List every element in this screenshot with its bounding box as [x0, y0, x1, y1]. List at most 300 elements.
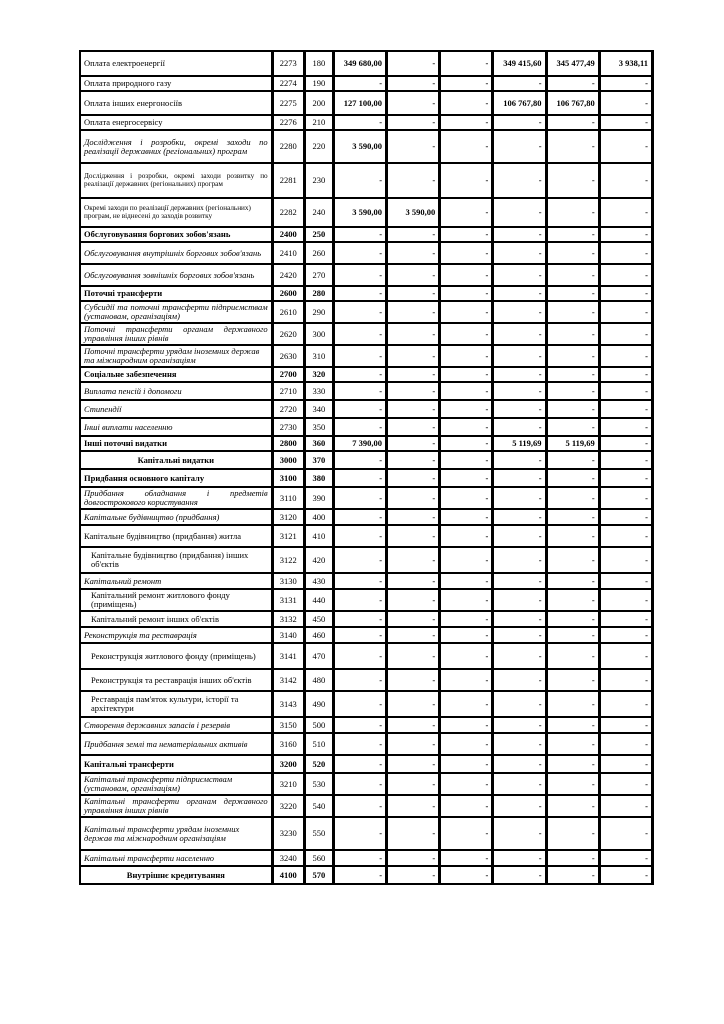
paid-amount-cell: - [547, 691, 600, 717]
plan-amount-2-cell: 3 590,00 [387, 198, 440, 227]
plan-amount-2-cell: - [387, 755, 440, 773]
kekv-code-cell: 3220 [272, 795, 305, 817]
plan-amount-3-cell: - [440, 301, 493, 323]
row-name-cell: Капітальний ремонт житлового фонду (приміщень) [80, 589, 272, 611]
kekv-code-cell: 2274 [272, 76, 305, 91]
plan-amount-3-cell: - [440, 418, 493, 436]
table-row [80, 115, 653, 130]
plan-amount-3-cell: - [440, 669, 493, 691]
plan-amount-cell: 3 590,00 [334, 130, 387, 163]
table-row [80, 400, 653, 418]
balance-amount-cell: - [600, 301, 653, 323]
obligations-amount-cell: - [493, 717, 546, 733]
plan-amount-cell: - [334, 773, 387, 795]
plan-amount-2-cell: - [387, 573, 440, 589]
plan-amount-3-cell: - [440, 773, 493, 795]
obligations-amount-cell: 5 119,69 [493, 436, 546, 451]
table-row [80, 817, 653, 850]
row-name-cell: Реконструкція та реставрація [80, 627, 272, 643]
kekv-code-cell: 3150 [272, 717, 305, 733]
plan-amount-2-cell: - [387, 382, 440, 400]
plan-amount-cell: 3 590,00 [334, 198, 387, 227]
plan-amount-3-cell: - [440, 198, 493, 227]
obligations-amount-cell: - [493, 469, 546, 487]
plan-amount-3-cell: - [440, 866, 493, 884]
line-code-cell: 480 [305, 669, 334, 691]
obligations-amount-cell: - [493, 573, 546, 589]
plan-amount-3-cell: - [440, 643, 493, 669]
line-code-cell: 520 [305, 755, 334, 773]
balance-amount-cell: - [600, 795, 653, 817]
obligations-amount-cell: - [493, 589, 546, 611]
plan-amount-3-cell: - [440, 436, 493, 451]
plan-amount-cell: - [334, 345, 387, 367]
plan-amount-2-cell: - [387, 323, 440, 345]
plan-amount-3-cell: - [440, 345, 493, 367]
obligations-amount-cell: - [493, 611, 546, 627]
plan-amount-3-cell: - [440, 817, 493, 850]
obligations-amount-cell: - [493, 643, 546, 669]
row-name-cell: Створення державних запасів і резервів [80, 717, 272, 733]
line-code-cell: 190 [305, 76, 334, 91]
table-row [80, 866, 653, 884]
balance-amount-cell: - [600, 130, 653, 163]
kekv-code-cell: 2275 [272, 91, 305, 115]
paid-amount-cell: - [547, 795, 600, 817]
plan-amount-2-cell: - [387, 611, 440, 627]
row-name-cell: Поточні трансферти [80, 286, 272, 301]
paid-amount-cell: - [547, 418, 600, 436]
balance-amount-cell: - [600, 755, 653, 773]
obligations-amount-cell: - [493, 850, 546, 866]
obligations-amount-cell: - [493, 400, 546, 418]
plan-amount-3-cell: - [440, 733, 493, 755]
plan-amount-3-cell: - [440, 547, 493, 573]
kekv-code-cell: 4100 [272, 866, 305, 884]
line-code-cell: 390 [305, 487, 334, 509]
plan-amount-3-cell: - [440, 400, 493, 418]
obligations-amount-cell: - [493, 418, 546, 436]
balance-amount-cell: - [600, 717, 653, 733]
table-row [80, 323, 653, 345]
kekv-code-cell: 3160 [272, 733, 305, 755]
balance-amount-cell: - [600, 773, 653, 795]
row-name-cell: Окремі заходи по реалізації державних (регіональних) програм, не віднесені до заходів розвитку [80, 198, 272, 227]
plan-amount-2-cell: - [387, 669, 440, 691]
plan-amount-2-cell: - [387, 400, 440, 418]
paid-amount-cell: - [547, 643, 600, 669]
paid-amount-cell: - [547, 264, 600, 286]
balance-amount-cell: - [600, 367, 653, 382]
paid-amount-cell: - [547, 611, 600, 627]
kekv-code-cell: 3210 [272, 773, 305, 795]
plan-amount-3-cell: - [440, 525, 493, 547]
obligations-amount-cell: - [493, 345, 546, 367]
plan-amount-cell: - [334, 451, 387, 469]
table-row [80, 286, 653, 301]
table-row [80, 717, 653, 733]
table-row [80, 130, 653, 163]
plan-amount-cell: - [334, 669, 387, 691]
paid-amount-cell: - [547, 817, 600, 850]
balance-amount-cell: - [600, 451, 653, 469]
obligations-amount-cell: - [493, 242, 546, 264]
paid-amount-cell: - [547, 717, 600, 733]
kekv-code-cell: 3000 [272, 451, 305, 469]
line-code-cell: 370 [305, 451, 334, 469]
obligations-amount-cell: 106 767,80 [493, 91, 546, 115]
plan-amount-2-cell: - [387, 163, 440, 198]
balance-amount-cell: - [600, 817, 653, 850]
paid-amount-cell: - [547, 323, 600, 345]
plan-amount-cell: - [334, 525, 387, 547]
paid-amount-cell: - [547, 242, 600, 264]
plan-amount-cell: - [334, 469, 387, 487]
plan-amount-cell: - [334, 509, 387, 525]
paid-amount-cell: - [547, 755, 600, 773]
plan-amount-3-cell: - [440, 487, 493, 509]
plan-amount-cell: - [334, 611, 387, 627]
paid-amount-cell: - [547, 487, 600, 509]
line-code-cell: 510 [305, 733, 334, 755]
plan-amount-2-cell: - [387, 130, 440, 163]
table-row [80, 589, 653, 611]
plan-amount-2-cell: - [387, 525, 440, 547]
paid-amount-cell: - [547, 573, 600, 589]
kekv-code-cell: 2273 [272, 51, 305, 76]
plan-amount-3-cell: - [440, 451, 493, 469]
plan-amount-3-cell: - [440, 627, 493, 643]
plan-amount-cell: - [334, 286, 387, 301]
table-body [80, 51, 653, 884]
plan-amount-2-cell: - [387, 469, 440, 487]
line-code-cell: 300 [305, 323, 334, 345]
kekv-code-cell: 2700 [272, 367, 305, 382]
kekv-code-cell: 3110 [272, 487, 305, 509]
row-name-cell: Внутрішнє кредитування [80, 866, 272, 884]
budget-expenditure-table-page [79, 50, 654, 885]
plan-amount-2-cell: - [387, 242, 440, 264]
obligations-amount-cell: - [493, 669, 546, 691]
table-row [80, 436, 653, 451]
row-name-cell: Капітальні трансферти [80, 755, 272, 773]
plan-amount-3-cell: - [440, 76, 493, 91]
row-name-cell: Стипендії [80, 400, 272, 418]
table-row [80, 627, 653, 643]
line-code-cell: 410 [305, 525, 334, 547]
row-name-cell: Субсидії та поточні трансферти підприємствам (установам, організаціям) [80, 301, 272, 323]
table-row [80, 198, 653, 227]
obligations-amount-cell: - [493, 487, 546, 509]
paid-amount-cell: - [547, 400, 600, 418]
plan-amount-2-cell: - [387, 301, 440, 323]
line-code-cell: 180 [305, 51, 334, 76]
obligations-amount-cell: - [493, 547, 546, 573]
paid-amount-cell: - [547, 382, 600, 400]
plan-amount-3-cell: - [440, 242, 493, 264]
table-row [80, 691, 653, 717]
table-row [80, 451, 653, 469]
kekv-code-cell: 2600 [272, 286, 305, 301]
plan-amount-cell: - [334, 487, 387, 509]
obligations-amount-cell: - [493, 509, 546, 525]
balance-amount-cell: - [600, 589, 653, 611]
obligations-amount-cell: - [493, 130, 546, 163]
table-row [80, 301, 653, 323]
table-row [80, 76, 653, 91]
paid-amount-cell: - [547, 525, 600, 547]
plan-amount-3-cell: - [440, 91, 493, 115]
plan-amount-2-cell: - [387, 717, 440, 733]
row-name-cell: Поточні трансферти органам державного управління інших рівнів [80, 323, 272, 345]
plan-amount-cell: - [334, 691, 387, 717]
table-row [80, 669, 653, 691]
balance-amount-cell: - [600, 487, 653, 509]
plan-amount-cell: - [334, 547, 387, 573]
plan-amount-3-cell: - [440, 755, 493, 773]
obligations-amount-cell: - [493, 773, 546, 795]
table-row [80, 795, 653, 817]
table-row [80, 573, 653, 589]
plan-amount-2-cell: - [387, 691, 440, 717]
obligations-amount-cell: - [493, 866, 546, 884]
plan-amount-cell: - [334, 400, 387, 418]
balance-amount-cell: - [600, 627, 653, 643]
kekv-code-cell: 3131 [272, 589, 305, 611]
kekv-code-cell: 2630 [272, 345, 305, 367]
row-name-cell: Капітальні видатки [80, 451, 272, 469]
plan-amount-3-cell: - [440, 469, 493, 487]
table-row [80, 418, 653, 436]
paid-amount-cell: - [547, 115, 600, 130]
row-name-cell: Капітальний ремонт [80, 573, 272, 589]
paid-amount-cell: - [547, 509, 600, 525]
plan-amount-cell: - [334, 418, 387, 436]
kekv-code-cell: 2620 [272, 323, 305, 345]
line-code-cell: 450 [305, 611, 334, 627]
row-name-cell: Поточні трансферти урядам іноземних держав та міжнародним організаціям [80, 345, 272, 367]
plan-amount-2-cell: - [387, 733, 440, 755]
plan-amount-2-cell: - [387, 589, 440, 611]
balance-amount-cell: 3 938,11 [600, 51, 653, 76]
line-code-cell: 470 [305, 643, 334, 669]
plan-amount-2-cell: - [387, 115, 440, 130]
balance-amount-cell: - [600, 163, 653, 198]
paid-amount-cell: 106 767,80 [547, 91, 600, 115]
table-row [80, 611, 653, 627]
obligations-amount-cell: - [493, 323, 546, 345]
obligations-amount-cell: - [493, 163, 546, 198]
plan-amount-cell: - [334, 242, 387, 264]
table-row [80, 264, 653, 286]
paid-amount-cell: - [547, 589, 600, 611]
kekv-code-cell: 3120 [272, 509, 305, 525]
table-row [80, 850, 653, 866]
line-code-cell: 290 [305, 301, 334, 323]
plan-amount-3-cell: - [440, 130, 493, 163]
plan-amount-2-cell: - [387, 227, 440, 242]
line-code-cell: 550 [305, 817, 334, 850]
plan-amount-3-cell: - [440, 691, 493, 717]
balance-amount-cell: - [600, 525, 653, 547]
paid-amount-cell: - [547, 301, 600, 323]
plan-amount-cell: - [334, 227, 387, 242]
balance-amount-cell: - [600, 345, 653, 367]
paid-amount-cell: - [547, 76, 600, 91]
plan-amount-3-cell: - [440, 286, 493, 301]
paid-amount-cell: - [547, 469, 600, 487]
table-row [80, 487, 653, 509]
plan-amount-2-cell: - [387, 773, 440, 795]
plan-amount-2-cell: - [387, 547, 440, 573]
line-code-cell: 360 [305, 436, 334, 451]
plan-amount-3-cell: - [440, 795, 493, 817]
obligations-amount-cell: - [493, 227, 546, 242]
paid-amount-cell: - [547, 198, 600, 227]
line-code-cell: 330 [305, 382, 334, 400]
line-code-cell: 220 [305, 130, 334, 163]
balance-amount-cell: - [600, 400, 653, 418]
plan-amount-cell: 127 100,00 [334, 91, 387, 115]
table-row [80, 382, 653, 400]
kekv-code-cell: 2280 [272, 130, 305, 163]
kekv-code-cell: 3240 [272, 850, 305, 866]
line-code-cell: 460 [305, 627, 334, 643]
row-name-cell: Капітальні трансферти населенню [80, 850, 272, 866]
row-name-cell: Капітальне будівництво (придбання) житла [80, 525, 272, 547]
table-row [80, 509, 653, 525]
plan-amount-3-cell: - [440, 115, 493, 130]
kekv-code-cell: 3142 [272, 669, 305, 691]
row-name-cell: Капітальні трансферти органам державного управління інших рівнів [80, 795, 272, 817]
balance-amount-cell: - [600, 643, 653, 669]
plan-amount-cell: - [334, 301, 387, 323]
kekv-code-cell: 2282 [272, 198, 305, 227]
plan-amount-2-cell: - [387, 436, 440, 451]
kekv-code-cell: 2281 [272, 163, 305, 198]
row-name-cell: Соціальне забезпечення [80, 367, 272, 382]
obligations-amount-cell: - [493, 264, 546, 286]
plan-amount-2-cell: - [387, 418, 440, 436]
plan-amount-2-cell: - [387, 451, 440, 469]
table-row [80, 469, 653, 487]
kekv-code-cell: 3140 [272, 627, 305, 643]
row-name-cell: Виплата пенсій і допомоги [80, 382, 272, 400]
line-code-cell: 280 [305, 286, 334, 301]
paid-amount-cell: - [547, 866, 600, 884]
balance-amount-cell: - [600, 286, 653, 301]
plan-amount-cell: - [334, 264, 387, 286]
obligations-amount-cell: - [493, 367, 546, 382]
row-name-cell: Обслуговування внутрішніх боргових зобов'язань [80, 242, 272, 264]
plan-amount-cell: - [334, 643, 387, 669]
line-code-cell: 250 [305, 227, 334, 242]
balance-amount-cell: - [600, 469, 653, 487]
line-code-cell: 540 [305, 795, 334, 817]
plan-amount-2-cell: - [387, 367, 440, 382]
kekv-code-cell: 2400 [272, 227, 305, 242]
line-code-cell: 530 [305, 773, 334, 795]
plan-amount-2-cell: - [387, 795, 440, 817]
paid-amount-cell: - [547, 627, 600, 643]
row-name-cell: Дослідження і розробки, окремі заходи по реалізації державних (регіональних) програм [80, 130, 272, 163]
line-code-cell: 430 [305, 573, 334, 589]
row-name-cell: Оплата електроенергії [80, 51, 272, 76]
kekv-code-cell: 2610 [272, 301, 305, 323]
table-row [80, 367, 653, 382]
table-row [80, 547, 653, 573]
row-name-cell: Дослідження і розробки, окремі заходи розвитку по реалізації державних (регіональних) програм [80, 163, 272, 198]
plan-amount-3-cell: - [440, 51, 493, 76]
line-code-cell: 500 [305, 717, 334, 733]
paid-amount-cell: - [547, 669, 600, 691]
table-row [80, 242, 653, 264]
row-name-cell: Інші поточні видатки [80, 436, 272, 451]
plan-amount-cell: - [334, 573, 387, 589]
table-row [80, 643, 653, 669]
obligations-amount-cell: - [493, 691, 546, 717]
plan-amount-3-cell: - [440, 367, 493, 382]
table-row [80, 91, 653, 115]
plan-amount-3-cell: - [440, 717, 493, 733]
plan-amount-2-cell: - [387, 509, 440, 525]
kekv-code-cell: 2720 [272, 400, 305, 418]
balance-amount-cell: - [600, 323, 653, 345]
plan-amount-2-cell: - [387, 487, 440, 509]
obligations-amount-cell: - [493, 755, 546, 773]
table-row [80, 227, 653, 242]
line-code-cell: 400 [305, 509, 334, 525]
line-code-cell: 420 [305, 547, 334, 573]
balance-amount-cell: - [600, 547, 653, 573]
row-name-cell: Капітальні трансферти підприємствам (установам, організаціям) [80, 773, 272, 795]
line-code-cell: 320 [305, 367, 334, 382]
plan-amount-cell: - [334, 115, 387, 130]
row-name-cell: Реконструкція та реставрація інших об'єктів [80, 669, 272, 691]
obligations-amount-cell: - [493, 451, 546, 469]
kekv-code-cell: 2410 [272, 242, 305, 264]
table-row [80, 733, 653, 755]
balance-amount-cell: - [600, 611, 653, 627]
plan-amount-cell: - [334, 627, 387, 643]
line-code-cell: 260 [305, 242, 334, 264]
plan-amount-2-cell: - [387, 627, 440, 643]
row-name-cell: Оплата інших енергоносіїв [80, 91, 272, 115]
table-row [80, 525, 653, 547]
plan-amount-cell: - [334, 367, 387, 382]
balance-amount-cell: - [600, 573, 653, 589]
balance-amount-cell: - [600, 509, 653, 525]
paid-amount-cell: - [547, 773, 600, 795]
row-name-cell: Реконструкція житлового фонду (приміщень) [80, 643, 272, 669]
kekv-code-cell: 3130 [272, 573, 305, 589]
balance-amount-cell: - [600, 76, 653, 91]
plan-amount-2-cell: - [387, 643, 440, 669]
plan-amount-2-cell: - [387, 817, 440, 850]
line-code-cell: 240 [305, 198, 334, 227]
table-row [80, 51, 653, 76]
balance-amount-cell: - [600, 198, 653, 227]
kekv-code-cell: 3132 [272, 611, 305, 627]
paid-amount-cell: - [547, 345, 600, 367]
row-name-cell: Обслуговування боргових зобов'язань [80, 227, 272, 242]
paid-amount-cell: - [547, 850, 600, 866]
row-name-cell: Придбання основного капіталу [80, 469, 272, 487]
row-name-cell: Інші виплати населенню [80, 418, 272, 436]
plan-amount-3-cell: - [440, 509, 493, 525]
plan-amount-3-cell: - [440, 850, 493, 866]
obligations-amount-cell: - [493, 382, 546, 400]
